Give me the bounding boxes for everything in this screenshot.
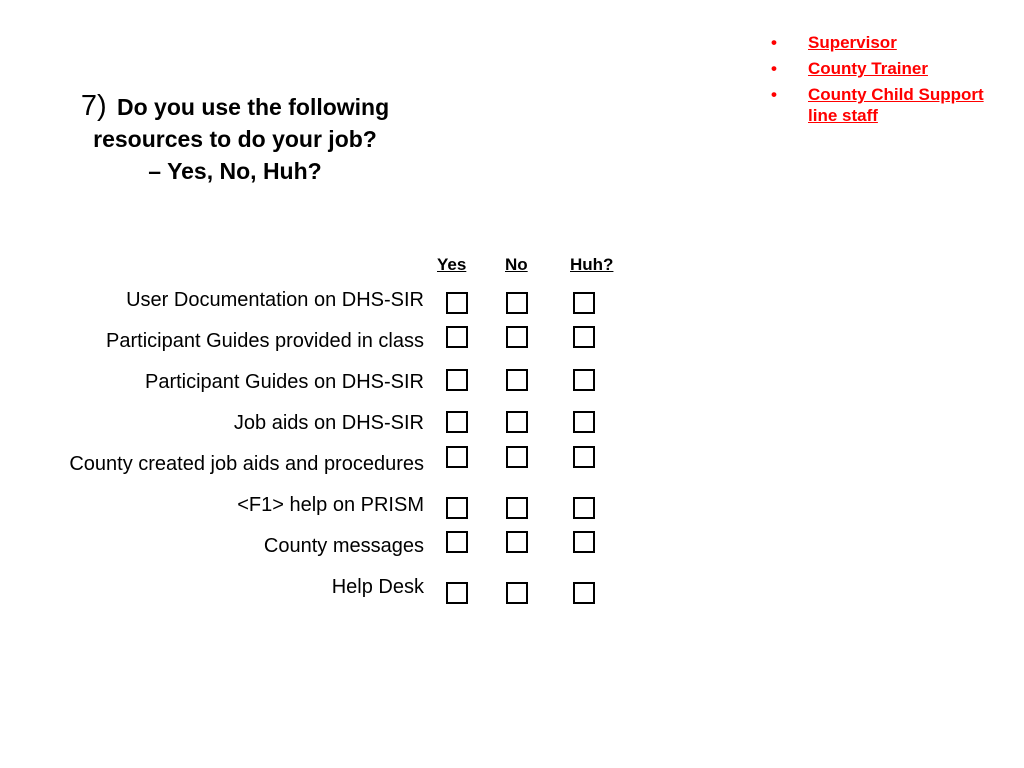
checkbox-huh[interactable] (573, 497, 595, 519)
checkbox-no[interactable] (506, 369, 528, 391)
checkbox-yes[interactable] (446, 497, 468, 519)
checkbox-huh[interactable] (573, 411, 595, 433)
checkbox-yes[interactable] (446, 411, 468, 433)
county-child-support-link[interactable]: County Child Support line staff (808, 85, 984, 125)
checkbox-huh[interactable] (573, 446, 595, 468)
checkbox-no[interactable] (506, 326, 528, 348)
checkbox-huh[interactable] (573, 326, 595, 348)
question-line-1: Do you use the following (117, 94, 390, 120)
checkbox-huh[interactable] (573, 292, 595, 314)
column-header-no: No (505, 255, 528, 274)
checkbox-yes[interactable] (446, 446, 468, 468)
checkbox-huh[interactable] (573, 582, 595, 604)
role-link-list (768, 32, 1018, 131)
bullet-icon: • (771, 59, 777, 78)
checkbox-yes[interactable] (446, 292, 468, 314)
question-number: 7) (80, 90, 107, 122)
county-trainer-link[interactable]: County Trainer (808, 59, 928, 78)
link-item-county-trainer (768, 58, 1018, 79)
question-line-3: – Yes, No, Huh? (148, 158, 322, 184)
supervisor-link[interactable]: Supervisor (808, 33, 897, 52)
column-header-yes: Yes (437, 255, 467, 274)
checkbox-no[interactable] (506, 497, 528, 519)
row-label: Participant Guides on DHS-SIR (144, 371, 424, 393)
row-label: Participant Guides provided in class (106, 330, 424, 352)
checkbox-no[interactable] (506, 292, 528, 314)
link-item-county-child-support (768, 84, 1018, 126)
row-label: User Documentation on DHS-SIR (126, 289, 424, 311)
checkbox-huh[interactable] (573, 369, 595, 391)
row-label: Job aids on DHS-SIR (233, 412, 424, 434)
checkbox-no[interactable] (506, 446, 528, 468)
row-label: County created job aids and procedures (69, 453, 424, 475)
question-title (30, 90, 440, 187)
link-item-supervisor (768, 32, 1018, 53)
row-label: County messages (263, 535, 424, 557)
column-header-huh: Huh? (570, 255, 614, 274)
bullet-icon: • (771, 33, 777, 52)
checkbox-yes[interactable] (446, 582, 468, 604)
bullet-icon: • (771, 85, 777, 104)
row-label: Help Desk (331, 576, 424, 598)
checkbox-no[interactable] (506, 582, 528, 604)
checkbox-yes[interactable] (446, 326, 468, 348)
checkbox-yes[interactable] (446, 369, 468, 391)
checkbox-no[interactable] (506, 531, 528, 553)
checkbox-yes[interactable] (446, 531, 468, 553)
question-line-2: resources to do your job? (93, 126, 377, 152)
checkbox-no[interactable] (506, 411, 528, 433)
checkbox-huh[interactable] (573, 531, 595, 553)
row-label: <F1> help on PRISM (237, 494, 424, 516)
